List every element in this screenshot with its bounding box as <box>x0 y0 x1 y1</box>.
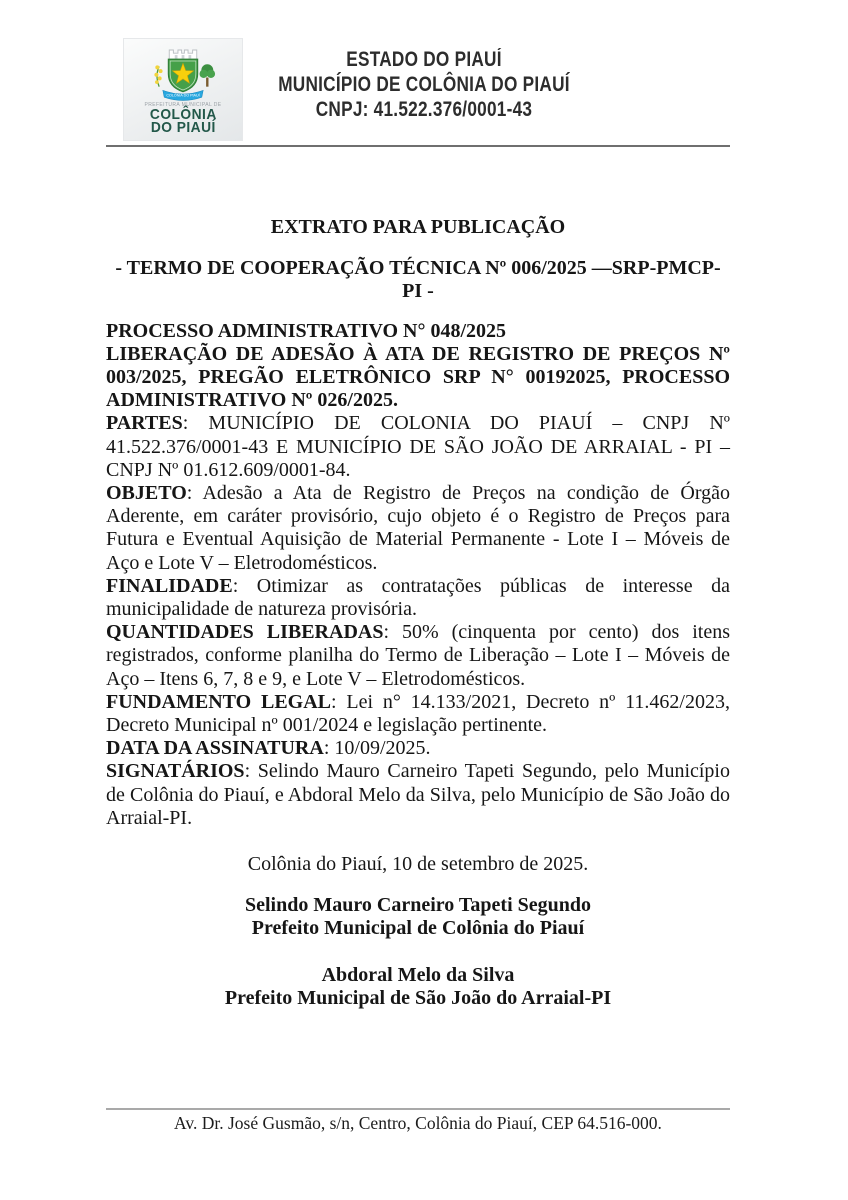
logo-name-line1: COLÔNIA <box>149 106 217 123</box>
document-paragraph <box>106 343 730 413</box>
letterhead-state: ESTADO DO PIAUÍ <box>346 48 502 71</box>
letterhead-municipality: MUNICÍPIO DE COLÔNIA DO PIAUÍ <box>278 73 570 96</box>
document-paragraph <box>106 737 730 760</box>
logo-caption: PREFEITURA MUNICIPAL DE <box>144 102 222 108</box>
paragraph-text: : 50% (cinquenta por cento) dos itens registrados, conforme planilha do Termo de Liberação – Lote I – Móveis de Aço – Itens 6, 7, 8 e 9, e Lote V – Eletrodomésticos. <box>106 621 730 690</box>
signature-block <box>106 964 730 1010</box>
paragraph-text: : Adesão a Ata de Registro de Preços na condição de Órgão Aderente, em caráter provisório, cujo objeto é o Registro de Preços para Futura e Eventual Aquisição de Material Permanente - Lote I – Móveis de Aço e Lote V – Eletrodomésticos. <box>106 482 730 574</box>
document-paragraph <box>106 412 730 482</box>
document-content <box>106 148 730 1010</box>
signatory-role: Prefeito Municipal de São João do Arraial-PI <box>224 986 612 1009</box>
letterhead <box>76 47 771 122</box>
signature-list <box>106 894 730 1010</box>
paragraph-label: PROCESSO ADMINISTRATIVO N° 048/2025 <box>106 319 507 342</box>
footer-address: Av. Dr. José Gusmão, s/n, Centro, Colônia do Piauí, CEP 64.516-000. <box>174 1113 662 1133</box>
logo-name-line2: DO PIAUÍ <box>150 119 216 136</box>
document-paragraph <box>106 320 730 343</box>
ribbon-text: COLÔNIA DO PIAUÍ <box>166 93 200 98</box>
document-subtitle: - TERMO DE COOPERAÇÃO TÉCNICA Nº 006/2025 —SRP-PMCP-PI - <box>115 257 721 303</box>
signatory-name: Selindo Mauro Carneiro Tapeti Segundo <box>245 894 591 917</box>
document-title: EXTRATO PARA PUBLICAÇÃO <box>270 216 566 238</box>
document-paragraph <box>106 575 730 621</box>
paragraph-label: OBJETO <box>106 482 187 505</box>
signature-block <box>106 894 730 940</box>
paragraph-label: QUANTIDADES LIBERADAS <box>106 621 384 644</box>
paragraph-text: : 10/09/2025. <box>323 737 431 760</box>
document-body <box>106 320 730 830</box>
document-paragraph <box>106 691 730 737</box>
paragraph-label: SIGNATÁRIOS <box>106 760 245 783</box>
footer-divider <box>106 1108 730 1110</box>
dateline: Colônia do Piauí, 10 de setembro de 2025. <box>247 853 589 876</box>
paragraph-label: DATA DA ASSINATURA <box>106 737 324 760</box>
paragraph-text: : Lei n° 14.133/2021, Decreto nº 11.462/2023, Decreto Municipal nº 001/2024 e legislação pertinente. <box>106 690 730 737</box>
header-divider <box>106 145 730 147</box>
letterhead-cnpj: CNPJ: 41.522.376/0001-43 <box>315 98 533 121</box>
document-paragraph <box>106 760 730 830</box>
document-paragraph <box>106 621 730 691</box>
document-paragraph <box>106 482 730 575</box>
signatory-role: Prefeito Municipal de Colônia do Piauí <box>251 917 585 940</box>
paragraph-text: : MUNICÍPIO DE COLONIA DO PIAUÍ – CNPJ Nº 41.522.376/0001-43 E MUNICÍPIO DE SÃO JOÃO DE ARRAIAL - PI – CNPJ Nº 01.612.609/0001-84. <box>106 412 730 481</box>
paragraph-label: LIBERAÇÃO DE ADESÃO À ATA DE REGISTRO DE PREÇOS Nº 003/2025, PREGÃO ELETRÔNICO SRP N° 00192025, PROCESSO ADMINISTRATIVO Nº 026/2025. <box>106 342 730 412</box>
signatory-name: Abdoral Melo da Silva <box>321 963 515 986</box>
paragraph-text: : Otimizar as contratações públicas de interesse da municipalidade de natureza provisória. <box>106 574 730 621</box>
paragraph-label: PARTES <box>106 412 183 435</box>
paragraph-label: FINALIDADE <box>106 574 233 597</box>
paragraph-text: : Selindo Mauro Carneiro Tapeti Segundo, pelo Município de Colônia do Piauí, e Abdoral Melo da Silva, pelo Município de São João do Arraial-PI. <box>106 760 730 829</box>
paragraph-label: FUNDAMENTO LEGAL <box>106 690 332 713</box>
